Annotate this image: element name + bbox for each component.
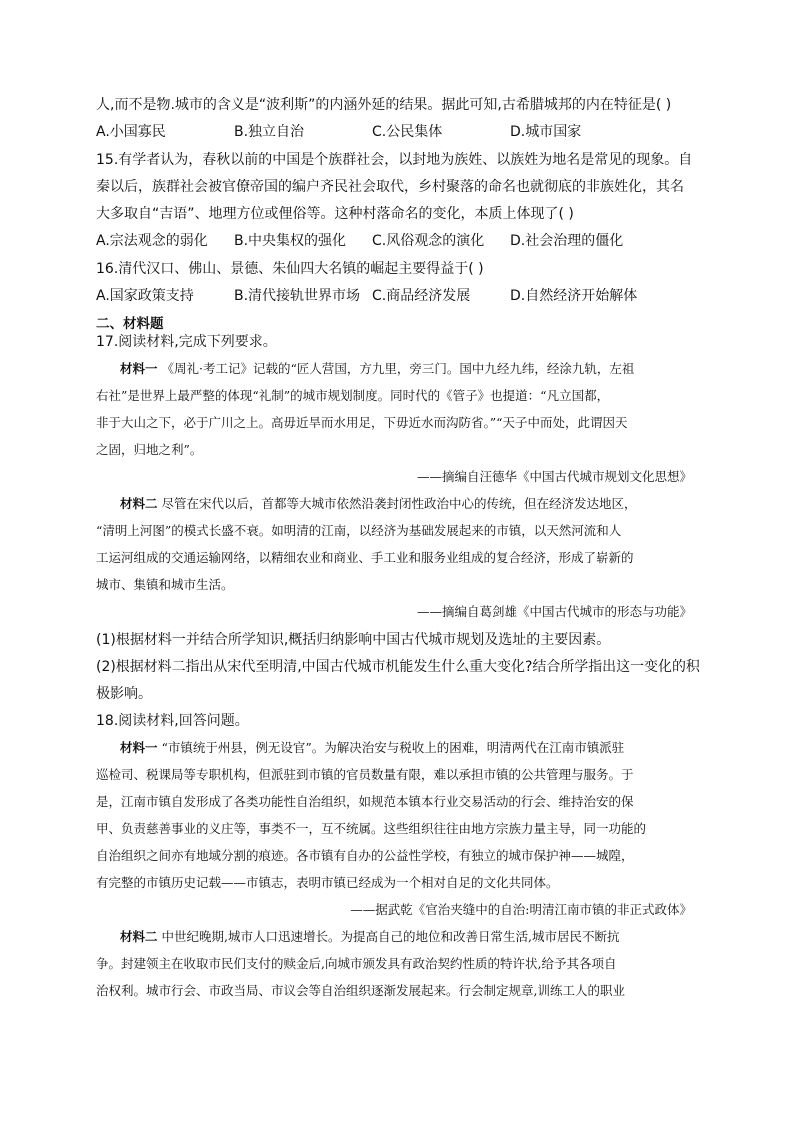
q17-question-2-line-2: 极影响。 [96,686,152,702]
q17-material-1-line-4: 之固，归地之利”。 [96,442,203,457]
q17-material-1-line-2: 右社”是世界上最严整的体现“礼制”的城市规划制度。同时代的《管子》也提道：“凡立国都， [96,388,610,403]
q18-material-1-line-5: 自治组织之间亦有地域分割的痕迹。各市镇有自办的公益性学校，有独立的城市保护神——城隍， [96,848,634,863]
q17-material-1-line-3: 非于大山之下，必于广川之上。高毋近旱而水用足，下毋近水而沟防省。”“天子中而处，此谓因天 [96,415,628,430]
q15-stem-line-3: 大多取自“吉语”、地理方位或俚俗等。这种村落命名的变化，本质上体现了( ) [96,206,574,222]
q14-stem-tail: 人,而不是物.城市的含义是“波利斯”的内涵外延的结果。据此可知,古希腊城邦的内在特征是( ) [96,97,672,113]
q17-material-2-line-3: 工运河组成的交通运输网络，以精细农业和商业、手工业和服务业组成的复合经济，形成了崭新的 [96,550,634,565]
q17-material-2-line-1 [120,495,637,513]
q18-material-1-line-4: 甲、负责慈善事业的义庄等，事类不一，互不统属。这些组织往往由地方宗族力量主导，同一功能的 [96,821,647,836]
q18-material-1-line-3: 是，江南市镇自发形成了各类功能性自治组织，如规范本镇本行业交易活动的行会、维持治安的保 [96,794,634,809]
q17-material-1-label: 材料一 [120,361,158,376]
q16-option-a: A.国家政策支持 [96,288,194,304]
q14-option-b: B.独立自治 [234,124,305,140]
q18-material-2-line-2: 争。封建领主在收取市民们支付的赎金后,向城市颁发具有政治契约性质的特许状,给予其各项自 [96,956,617,971]
q14-option-a: A.小国寡民 [96,124,166,140]
q17-material-2-source: ——摘编自葛剑雄《中国古代城市的形态与功能》 [416,604,692,619]
q17-material-1-source: ——摘编自汪德华《中国古代城市规划文化思想》 [416,469,692,484]
q15-option-d: D.社会治理的僵化 [510,233,624,249]
q18-material-1-line-2: 巡检司、税课局等专职机构，但派驻到市镇的官员数量有限，难以承担市镇的公共管理与服务。于 [96,767,634,782]
q16-stem: 16.清代汉口、佛山、景德、朱仙四大名镇的崛起主要得益于( ) [96,261,484,277]
q18-material-2-line-1 [120,928,619,946]
q15-stem-line-2: 秦以后，族群社会被官僚帝国的编户齐民社会取代，乡村聚落的命名也就彻底的非族姓化，其名 [96,179,684,195]
q15-option-a: A.宗法观念的弱化 [96,233,208,249]
q18-material-2-line-3: 治权利。城市行会、市政当局、市议会等自治组织逐渐发展起来。行会制定规章,训练工人的职业 [96,983,625,998]
q15-stem-line-1: 15.有学者认为，春秋以前的中国是个族群社会，以封地为族姓、以族姓为地名是常见的现象。自 [96,152,693,168]
q18-material-2-label: 材料二 [120,929,158,944]
q16-option-d: D.自然经济开始解体 [510,288,638,304]
q14-option-d: D.城市国家 [510,124,582,140]
q18-material-1-line-6: 有完整的市镇历史记载——市镇志，表明市镇已经成为一个相对自足的文化共同体。 [96,875,559,890]
q17-material-1-text-1: 《周礼·考工记》记载的“匠人营国，方九里，旁三门。国中九经九纬，经涂九轨，左祖 [161,361,635,376]
q14-option-c: C.公民集体 [372,124,443,140]
q16-option-c: C.商品经济发展 [372,288,471,304]
q18-material-1-label: 材料一 [120,740,158,755]
q18-material-2-text-1: 中世纪晚期,城市人口迅速增长。为提高自己的地位和改善日常生活,城市居民不断抗 [161,929,620,944]
q18-stem: 18.阅读材料,回答问题。 [96,713,249,729]
q17-material-1-line-1 [120,360,634,378]
q17-question-2-line-1: (2)根据材料二指出从宋代至明清,中国古代城市机能发生什么重大变化?结合所学指出这一变化的积 [96,659,700,675]
q17-material-2-line-2: “清明上河图”的模式长盛不衰。如明清的江南，以经济为基础发展起来的市镇，以天然河流和人 [96,523,622,538]
q18-material-1-text-1: “市镇统于州县，例无设官”。为解决治安与税收上的困难，明清两代在江南市镇派驻 [161,740,625,755]
q17-stem: 17.阅读材料,完成下列要求。 [96,334,277,350]
q17-material-2-label: 材料二 [120,496,158,511]
section-title: 二、材料题 [96,316,164,332]
q17-material-2-text-1: 尽管在宋代以后，首都等大城市依然沿袭封闭性政治中心的传统，但在经济发达地区， [161,496,637,511]
q17-material-2-line-4: 城市、集镇和城市生活。 [96,577,234,592]
q17-question-1: (1)根据材料一并结合所学知识,概括归纳影响中国古代城市规划及选址的主要因素。 [96,632,611,648]
q15-option-b: B.中央集权的强化 [234,233,347,249]
q15-option-c: C.风俗观念的演化 [372,233,485,249]
q18-material-1-line-1 [120,739,624,757]
q18-material-1-source: ——据武乾《官治夹缝中的自治:明清江南市镇的非正式政体》 [350,902,692,917]
q16-option-b: B.清代接轨世界市场 [234,288,361,304]
